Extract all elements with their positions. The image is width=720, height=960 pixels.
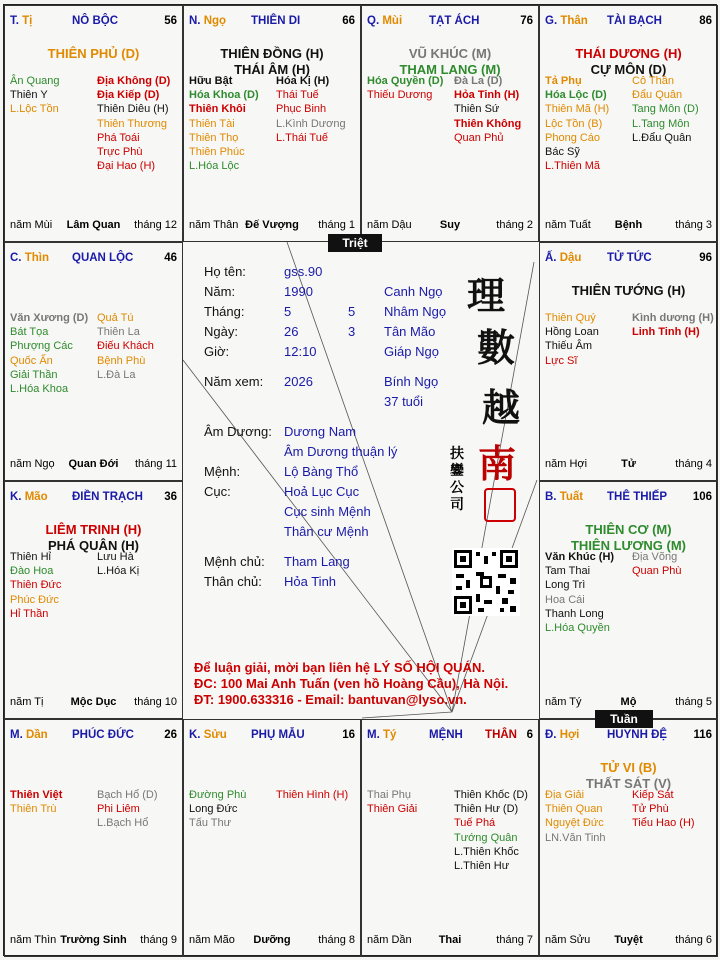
minor-star: Quan Phủ [454,131,504,144]
palace-year: năm Mão [189,934,235,946]
palace-stage: Tử [621,458,636,470]
can-gio: Giáp Ngọ [384,344,439,359]
contact-line-1: Để luận giải, mời bạn liên hệ LÝ SỐ HỘI QUÁN. [194,660,485,675]
minor-star: Phong Cáo [545,131,601,144]
contact-line-2: ĐC: 100 Mai Anh Tuấn (ven hồ Hoàng Cầu), Hà Nội. [194,676,509,691]
minor-star: L.Thiên Hư [454,860,510,873]
contact-line-3: ĐT: 1900.633316 - Email: bantuvan@lyso.vn. [194,692,467,707]
minor-star: Kiếp Sát [632,789,674,801]
minor-star: LN.Văn Tinh [545,831,606,844]
value-ho-ten: gss.90 [284,264,323,279]
minor-star: Long Trì [545,579,586,592]
main-star: LIÊM TRINH (H) [45,522,142,537]
palace-year: năm Thìn [10,934,57,946]
minor-star: Kình dương (H) [632,312,714,324]
palace-stem: N. [189,15,201,27]
minor-star: Nguyệt Đức [545,817,604,830]
value-thang: 5 [284,304,292,319]
palace-month: tháng 3 [675,219,712,231]
minor-star: Địa Giải [545,789,585,801]
palace-branch: Mão [24,491,48,503]
minor-star: Thiên Quý [545,312,596,324]
palace-age: 86 [699,15,712,27]
minor-star: Văn Xương (D) [10,312,89,324]
minor-star: Tấu Thư [189,817,232,830]
palace-stage: Đế Vượng [245,219,299,231]
palace-month: tháng 4 [675,458,712,470]
minor-star: Cô Thần [632,75,674,87]
main-star: THÁI DƯƠNG (H) [575,46,682,61]
minor-star: Thiên Khốc (D) [454,789,528,801]
minor-star: Hóa Kị (H) [276,75,330,87]
palace-name: ĐIỀN TRẠCH [72,491,143,503]
qr-code-icon[interactable] [452,548,520,616]
than-marker: THÂN [485,729,517,741]
palace-stem: T. [10,15,19,27]
minor-star: Lực Sĩ [545,354,578,367]
value-ngay-am: 3 [348,324,356,339]
palace-stem: C. [10,252,22,264]
minor-star: Phục Binh [276,103,327,116]
palace-branch: Sửu [203,729,227,741]
minor-star: Đường Phù [189,789,247,801]
value-ngay: 26 [284,324,299,339]
palace-stage: Mộ [620,696,637,708]
minor-star: Địa Võng [632,551,678,563]
minor-star: Thiên Hình (H) [276,789,349,801]
minor-star: L.Kình Dương [276,117,346,130]
value-gio: 12:10 [284,344,317,359]
value-nam-xem: 2026 [284,374,313,389]
main-star: PHÁ QUÂN (H) [48,538,139,553]
palace-stem: Đ. [545,729,557,741]
label-am-duong: Âm Dương: [204,424,272,439]
main-star: TỬ VI (B) [600,760,657,775]
label-nam-xem: Năm xem: [204,374,264,389]
calligraphy-char-4: 南 [478,441,517,486]
palace-year: năm Sửu [545,934,591,946]
minor-star: Thanh Long [545,607,604,620]
main-star: THIÊN ĐỒNG (H) [220,46,324,61]
value-nam: 1990 [284,284,313,299]
minor-star: Thiên Đức [10,579,62,592]
label-than-chu: Thân chủ: [204,574,262,589]
minor-star: Thai Phụ [367,789,412,801]
minor-star: Thiên Hư (D) [454,803,519,816]
palace-month: tháng 7 [496,934,533,946]
minor-star: Giải Thần [10,368,58,381]
value-cuc: Hoả Lục Cục [284,484,360,499]
palace-year: năm Dậu [367,219,412,231]
label-gio: Giờ: [204,344,230,359]
minor-star: Lưu Hà [97,551,134,563]
palace-stem: K. [10,491,22,503]
minor-star: Tuế Phá [454,817,496,830]
palace-stage: Tuyệt [614,934,643,946]
palace-month: tháng 8 [318,934,355,946]
minor-star: Long Đức [189,803,238,816]
minor-star: Thiếu Âm [545,340,593,353]
main-star: THAM LANG (M) [399,62,501,77]
label-ngay: Ngày: [204,324,238,339]
palace-branch: Hợi [559,729,580,741]
palace-stage: Mộc Dục [70,696,117,708]
minor-star: L.Hóa Lộc [189,160,240,173]
palace-year: năm Ngọ [10,458,55,470]
minor-star: Hóa Lộc (D) [545,89,607,102]
minor-star: Quả Tú [97,312,134,324]
palace-name: TÀI BẠCH [607,15,662,27]
minor-star: Hồng Loan [545,326,599,339]
palace-age: 96 [699,252,712,264]
minor-star: Quan Phù [632,565,682,578]
palace-stage: Quan Đới [68,458,119,470]
value-than-chu: Hỏa Tinh [284,574,337,589]
minor-star: Quốc Ấn [10,354,53,367]
minor-star: Bạch Hổ (D) [97,789,158,801]
palace-year: năm Tuất [545,219,591,231]
palace-stem: B. [545,491,557,503]
minor-star: L.Đà La [97,368,136,381]
palace-stage: Suy [439,219,461,231]
palace-name: MỆNH [429,729,463,741]
palace-name: THIÊN DI [251,15,301,27]
can-ngay: Tân Mão [384,324,436,339]
minor-star: Địa Không (D) [97,75,171,87]
palace-age: 16 [342,729,355,741]
main-star: VŨ KHÚC (M) [408,46,492,61]
palace-name: TẠT ÁCH [429,15,480,27]
minor-star: Hỏa Tinh (H) [454,89,520,102]
palace-month: tháng 5 [675,696,712,708]
calligraphy-char-1: 理 [467,273,506,318]
minor-star: Tang Môn (D) [632,103,699,116]
label-cuc: Cục: [204,484,231,499]
label-menh: Mệnh: [204,464,241,479]
palace-year: năm Dần [367,934,412,946]
palace-stem: M. [10,729,23,741]
minor-star: L.Đẩu Quân [632,131,692,144]
minor-star: Tử Phù [632,803,669,816]
minor-star: Phúc Đức [10,593,59,606]
minor-star: Đại Hao (H) [97,160,156,173]
triet-tag: Triệt [328,234,382,252]
value-cuc-2: Cục sinh Mệnh [284,504,371,519]
minor-star: L.Hóa Khoa [10,383,69,396]
minor-star: Thiên Việt [10,789,63,801]
minor-star: L.Thiên Mã [545,160,601,173]
palace-stem: G. [545,15,558,27]
minor-star: Lộc Tồn (B) [545,117,603,130]
palace-month: tháng 2 [496,219,533,231]
palace-branch: Dậu [559,252,582,264]
palace-age: 6 [526,729,533,741]
palace-name: TỬ TỨC [607,252,652,264]
palace-year: năm Hợi [545,458,588,470]
palace-year: năm Tý [545,696,582,708]
palace-stage: Dưỡng [253,934,291,946]
minor-star: Thiên Mã (H) [545,103,610,116]
main-star: THẤT SÁT (V) [585,776,672,791]
palace-stage: Thai [438,934,462,946]
main-star: THIÊN PHỦ (D) [47,46,140,61]
minor-star: Phi Liêm [97,803,140,816]
value-thang-am: 5 [348,304,356,319]
minor-star: Thiên Thọ [189,131,239,144]
minor-star: Linh Tinh (H) [632,326,700,339]
minor-star: Bệnh Phù [97,354,146,367]
can-nam: Canh Ngọ [384,284,443,299]
minor-star: Tả Phụ [545,75,582,87]
minor-star: Hóa Khoa (D) [189,89,259,102]
minor-star: Thiên Giải [367,803,418,816]
minor-star: Đẩu Quân [632,89,683,102]
palace-name: THÊ THIẾP [607,491,668,503]
palace-stem: Q. [367,15,380,27]
value-am-duong-2: Âm Dương thuận lý [284,444,398,459]
label-nam: Năm: [204,284,236,299]
minor-star: L.Thiên Khốc [454,845,519,858]
minor-star: Thiên Phúc [189,146,245,159]
palace-age: 56 [164,15,177,27]
palace-month: tháng 10 [134,696,177,708]
palace-name: PHỤ MẪU [251,729,305,741]
palace-stage: Bệnh [614,219,643,231]
palace-year: năm Tị [10,696,44,708]
main-star: CỰ MÔN (D) [590,62,667,77]
minor-star: Thiên Trù [10,803,57,816]
seal-text: 扶 鑾 公 司 [450,446,464,513]
minor-star: Tiểu Hao (H) [632,817,695,830]
palace-stage: Trường Sinh [60,934,127,946]
palace-name: NÔ BỘC [72,15,118,27]
minor-star: Điếu Khách [97,340,154,353]
palace-month: tháng 6 [675,934,712,946]
main-star: THIÊN LƯƠNG (M) [570,538,687,553]
minor-star: Bát Tọa [10,326,49,339]
palace-age: 66 [342,15,355,27]
palace-stage: Lâm Quan [66,219,121,231]
palace-name: HUYNH ĐỆ [607,729,668,741]
value-am-duong: Dương Nam [284,424,357,439]
palace-age: 76 [520,15,533,27]
palace-age: 26 [164,729,177,741]
value-menh-chu: Tham Lang [284,554,350,569]
minor-star: Thiên Tài [189,117,235,130]
minor-star: Thiên La [97,326,140,339]
minor-star: L.Bạch Hổ [97,817,149,830]
label-thang: Tháng: [204,304,245,319]
minor-star: Phượng Các [10,340,73,353]
palace-branch: Ngọ [203,15,227,27]
minor-star: Hoa Cái [545,593,585,606]
tuan-tag: Tuần [595,710,653,728]
can-thang: Nhâm Ngọ [384,304,447,319]
red-seal-icon [484,488,516,522]
palace-stem: M. [367,729,380,741]
label-ho-ten: Họ tên: [204,264,246,279]
minor-star: Thiên Không [454,117,522,130]
minor-star: Hữu Bật [189,75,233,87]
palace-age: 46 [164,252,177,264]
minor-star: Thái Tuế [276,89,319,102]
palace-age: 106 [692,491,712,503]
info-panel [182,240,538,718]
palace-year: năm Thân [189,219,239,231]
minor-star: Thiên Khôi [189,103,246,116]
minor-star: Phá Toái [97,131,140,144]
palace-branch: Thìn [24,252,49,264]
minor-star: Bác Sỹ [545,146,580,159]
minor-star: L.Tang Môn [632,117,690,130]
minor-star: Đào Hoa [10,565,54,578]
minor-star: Thiên Hỉ [10,551,51,563]
minor-star: Tướng Quân [454,831,518,844]
palace-month: tháng 9 [140,934,177,946]
minor-star: Ân Quang [10,75,60,87]
can-nam-xem: Bính Ngọ [384,374,439,389]
minor-star: Thiên Thương [97,117,168,130]
palace-stem: K. [189,729,201,741]
calligraphy-char-3: 越 [482,385,521,430]
minor-star: Hóa Quyền (D) [367,75,444,87]
palace-branch: Mùi [382,15,403,27]
palace-branch: Tý [382,729,397,741]
main-star: THIÊN CƠ (M) [585,522,672,537]
minor-star: Thiên Quan [545,803,603,816]
palace-month: tháng 11 [134,458,177,470]
calligraphy-char-2: 數 [477,325,516,370]
value-cuc-3: Thân cư Mệnh [284,524,369,539]
minor-star: L.Thái Tuế [276,131,328,144]
palace-age: 116 [693,729,712,741]
main-star: THIÊN TƯỚNG (H) [571,283,686,298]
minor-star: L.Hóa Quyền [545,622,610,635]
minor-star: Thiếu Dương [367,89,433,102]
palace-stem: Ấ. [545,252,557,264]
minor-star: Đà La (D) [454,75,503,87]
minor-star: Tam Thai [545,565,591,578]
palace-branch: Tị [22,15,33,27]
palace-branch: Tuất [559,491,584,503]
label-menh-chu: Mệnh chủ: [204,554,265,569]
palace-year: năm Mùi [10,219,53,231]
minor-star: Thiên Diêu (H) [97,103,169,116]
value-menh: Lộ Bàng Thổ [284,464,359,479]
minor-star: Địa Kiếp (D) [97,89,160,102]
tuoi: 37 tuổi [384,394,424,409]
minor-star: Thiên Y [10,89,48,102]
palace-name: PHÚC ĐỨC [72,729,134,741]
minor-star: Hỉ Thần [10,607,49,620]
palace-branch: Dần [25,729,48,741]
minor-star: Thiên Sứ [454,103,500,116]
main-star: THÁI ÂM (H) [234,62,310,77]
palace-branch: Thân [560,15,588,27]
minor-star: L.Hóa Kị [97,565,140,578]
palace-month: tháng 1 [318,219,355,231]
minor-star: Văn Khúc (H) [545,551,615,563]
minor-star: Trực Phù [97,146,143,159]
minor-star: L.Lộc Tồn [10,103,59,116]
palace-age: 36 [164,491,177,503]
palace-month: tháng 12 [134,219,177,231]
palace-name: QUAN LỘC [72,252,134,264]
